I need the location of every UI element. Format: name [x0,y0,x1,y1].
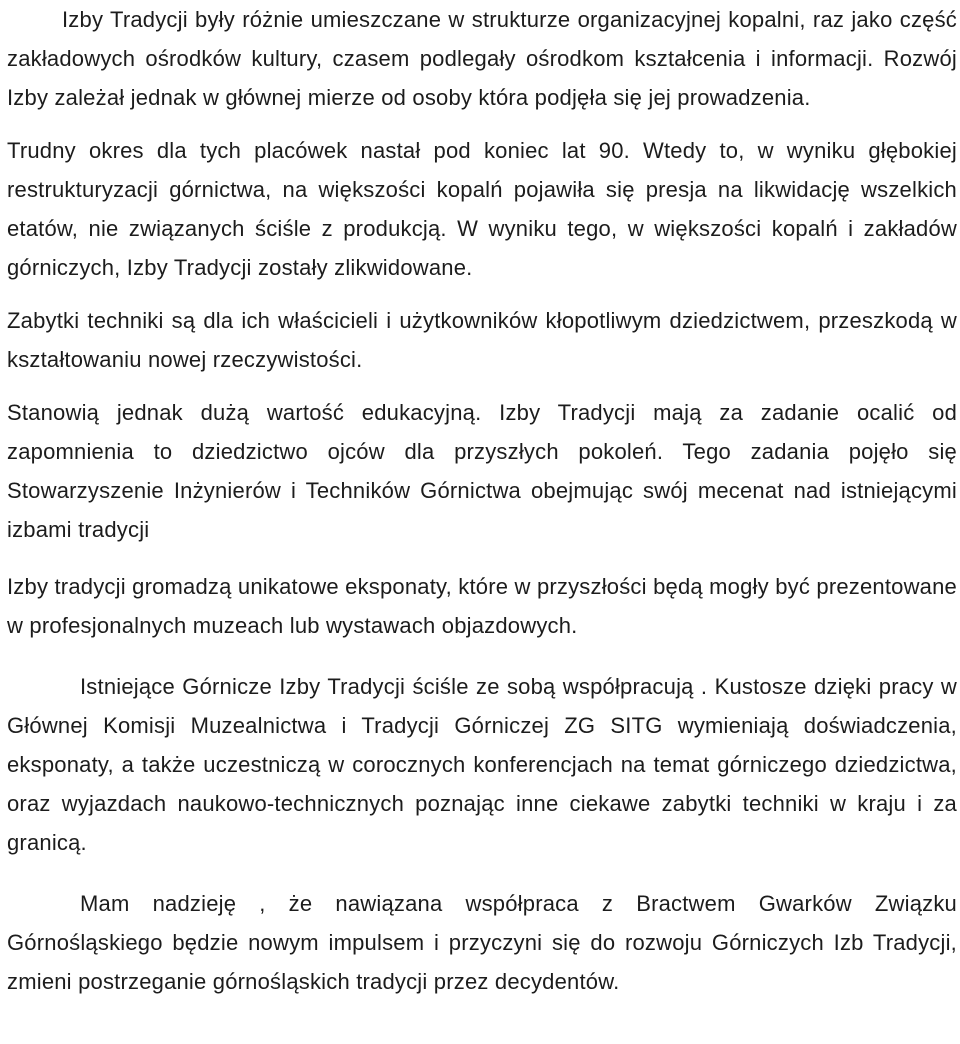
paragraph-cooperation: Istniejące Górnicze Izby Tradycji ściśle ze sobą współpracują . Kustosze dzięki pracy w Głównej Komisji Muzealnictwa i Tradycji Górniczej ZG SITG wymieniają doświadczenia, eksponaty, a także uczestniczą w corocznych konferencjach na temat górniczego dziedzictwa, oraz wyjazdach naukowo-technicznych poznając inne ciekawe zabytki techniki w kraju i za granicą. [7,674,957,855]
paragraph-hope: Mam nadzieję , że nawiązana współpraca z Bractwem Gwarków Związku Górnośląskiego będzie nowym impulsem i przyczyni się do rozwoju Górniczych Izb Tradycji, zmieni postrzeganie górnośląskich tradycji przez decydentów. [7,891,957,994]
paragraph-difficult-period: Trudny okres dla tych placówek nastał pod koniec lat 90. Wtedy to, w wyniku głębokiej restrukturyzacji górnictwa, na większości kopalń pojawiła się presja na likwidację wszelkich etatów, nie związanych ściśle z produkcją. W wyniku tego, w większości kopalń i zakładów górniczych, Izby Tradycji zostały zlikwidowane. [7,138,957,280]
paragraph-technical-monuments: Zabytki techniki są dla ich właścicieli i użytkowników kłopotliwym dziedzictwem, przeszkodą w kształtowaniu nowej rzeczywistości. [7,308,957,372]
paragraph-unique-exhibits: Izby tradycji gromadzą unikatowe eksponaty, które w przyszłości będą mogły być prezentowane w profesjonalnych muzeach lub wystawach objazdowych. [7,574,957,638]
paragraph-izby-history: Izby Tradycji były różnie umieszczane w strukturze organizacyjnej kopalni, raz jako część zakładowych ośrodków kultury, czasem podlegały ośrodkom kształcenia i informacji. Rozwój Izby zależał jednak w głównej mierze od osoby która podjęła się jej prowadzenia. [7,7,957,110]
document-page [7,0,957,1001]
paragraph-educational-value: Stanowią jednak dużą wartość edukacyjną. Izby Tradycji mają za zadanie ocalić od zapomnienia to dziedzictwo ojców dla przyszłych pokoleń. Tego zadania pojęło się Stowarzyszenie Inżynierów i Techników Górnictwa obejmując swój mecenat nad istniejącymi izbami tradycji [7,400,957,542]
